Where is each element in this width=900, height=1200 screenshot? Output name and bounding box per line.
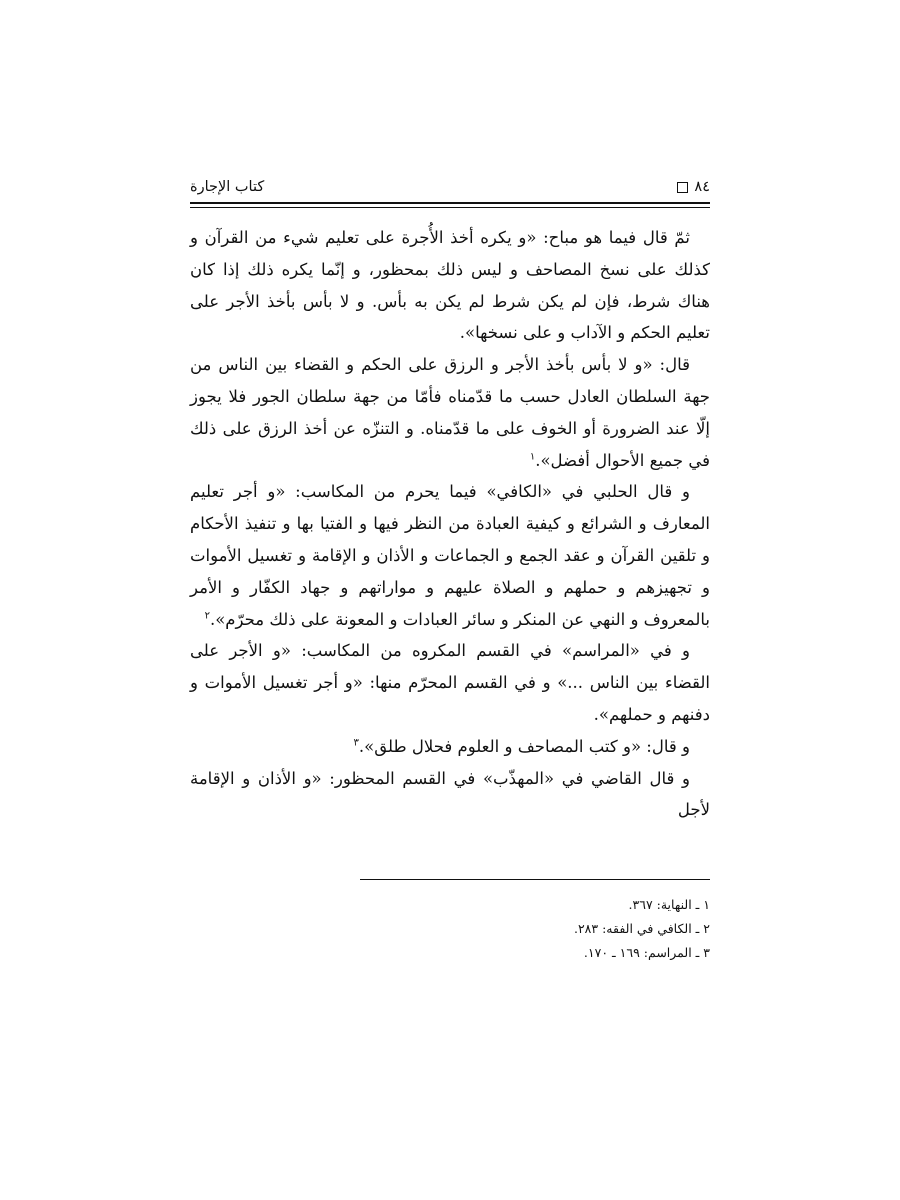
footnote: ١ ـ النهاية: ٣٦٧.: [628, 897, 710, 912]
running-header: [190, 172, 710, 202]
footnote: ٣ ـ المراسم: ١٦٩ ـ ١٧٠.: [583, 945, 710, 960]
page-number-block: [677, 179, 710, 195]
footnotes: [190, 893, 710, 965]
footnote-reference: ٢: [204, 610, 210, 622]
paragraph: قال: «و لا بأس بأخذ الأجر و الرزق على الحكم و القضاء بين الناس من جهة السلطان العادل حسب ما قدّمناه فأمّا من جهة سلطان الجور فلا يجوز إلّا عند الضرورة أو الخوف على ما قدّمناه. و التنزّه عن أخذ الرزق على ذلك في جميع الأحوال أفضل».$^١$: [190, 355, 710, 470]
footnote: ٢ ـ الكافي في الفقه: ٢٨٣.: [573, 921, 710, 936]
paragraph: و قال القاضي في «المهذّب» في القسم المحظور: «و الأذان و الإقامة لأجل: [190, 768, 710, 820]
footnote-reference: ١: [529, 451, 536, 463]
paragraph: و في «المراسم» في القسم المكروه من المكاسب: «و الأجر على القضاء بين الناس ...» و في القسم المحرّم منها: «و أجر تغسيل الأموات و دفنهم و حملهم».: [190, 641, 710, 724]
page-number: ٨٤: [694, 179, 710, 195]
footnote-reference: ٣: [353, 737, 359, 749]
paragraph: ثمّ قال فيما هو مباح: «و يكره أخذ الأُجرة على تعليم شيء من القرآن و كذلك على نسخ المصاحف و ليس ذلك بمحظور، و إنّما يكره ذلك إذا كان هناك شرط، فإن لم يكن شرط لم يكن به بأس. و لا بأس بأخذ الأجر على تعليم الحكم و الآداب و على نسخها».: [190, 228, 710, 343]
book-title: كتاب الإجارة: [190, 179, 265, 195]
paragraph: و قال: «و كتب المصاحف و العلوم فحلال طلق».$^٣$: [353, 736, 690, 756]
square-outline-icon: [677, 182, 688, 193]
header-rule-thin: [190, 207, 710, 208]
footnote-separator: [360, 879, 710, 880]
paragraph: و قال الحلبي في «الكافي» فيما يحرم من المكاسب: «و أجر تعليم المعارف و الشرائع و كيفية العبادة من النظر فيها و الفتيا بها و تنفيذ الأحكام و تلقين القرآن و عقد الجمع و الجماعات و الأذان و الإقامة و تغسيل الأموات و تجهيزهم و حملهم و الصلاة عليهم و مواراتهم و جهاد الكفّار و الأمر بالمعروف و النهي عن المنكر و سائر العبادات و المعونة على ذلك محرّم».$^٢$: [190, 482, 710, 629]
header-rule-thick: [190, 202, 710, 204]
main-text: [190, 222, 710, 826]
